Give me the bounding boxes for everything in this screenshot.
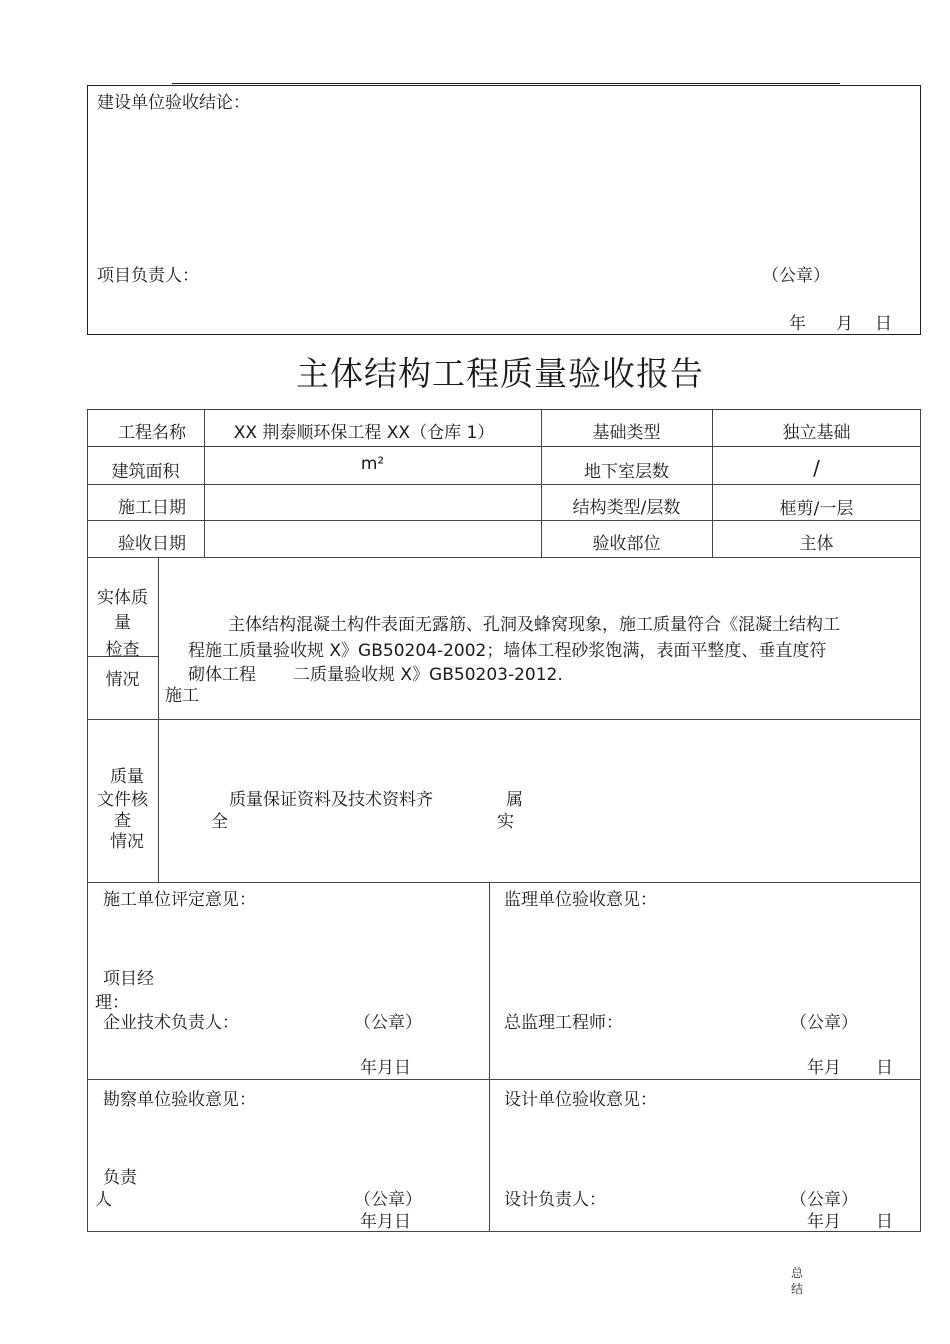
doc-review-label-clip <box>87 806 158 831</box>
row-divider <box>87 484 921 485</box>
acceptance-date-label: 验收日期 <box>118 534 186 554</box>
date-day: 日 <box>876 1212 893 1232</box>
seal-text: （公章） <box>762 266 830 286</box>
date-text: 年月 <box>807 1212 841 1232</box>
entity-quality-text: 程施工质量验收规 X》GB50204-2002；墙体工程砂浆饱满，表面平整度、垂直度符 <box>188 641 827 661</box>
row-divider <box>87 520 921 521</box>
doc-review-label: 查 <box>114 811 131 831</box>
building-area-value: m² <box>360 454 385 474</box>
entity-quality-label: 量 <box>114 613 131 633</box>
date-text: 年月日 <box>360 1212 411 1232</box>
basement-floors-value: / <box>813 456 820 480</box>
survey-lead-label: 人 <box>95 1190 112 1210</box>
date-day: 日 <box>875 314 892 334</box>
doc-review-text: 全 <box>211 812 228 832</box>
entity-quality-text: 二质量验收规 X》GB50203-2012. <box>293 665 563 685</box>
design-unit-label: 设计单位验收意见： <box>504 1090 657 1110</box>
doc-review-label: 文件核 <box>97 790 148 810</box>
tech-lead-label: 企业技术负责人： <box>103 1013 239 1033</box>
section-divider <box>87 719 921 720</box>
date-text: 年月 <box>807 1058 841 1078</box>
doc-review-text: 实 <box>497 812 514 832</box>
entity-quality-label: 实体质 <box>97 588 148 608</box>
doc-review-label: 情况 <box>110 832 144 852</box>
section-divider <box>87 1079 921 1080</box>
project-name-label: 工程名称 <box>118 423 186 443</box>
project-manager-label: 理： <box>95 993 129 1013</box>
construction-unit-label: 施工单位评定意见： <box>103 890 256 910</box>
chief-supervisor-label: 总监理工程师： <box>504 1013 623 1033</box>
construction-date-label: 施工日期 <box>118 498 186 518</box>
date-year: 年 <box>789 314 806 334</box>
report-title: 主体结构工程质量验收报告 <box>296 354 704 393</box>
doc-review-label: 质量 <box>110 767 144 787</box>
conclusion-box <box>87 85 921 335</box>
row-divider <box>87 557 921 558</box>
row-divider <box>87 446 921 447</box>
doc-review-text: 属 <box>506 790 523 810</box>
survey-lead-label: 负责 <box>103 1168 137 1188</box>
seal-text: （公章） <box>354 1190 422 1210</box>
footer-text: 结 <box>791 1282 804 1296</box>
conclusion-label: 建设单位验收结论： <box>97 93 250 113</box>
entity-quality-label: 情况 <box>105 670 140 690</box>
seal-text: （公章） <box>790 1013 858 1033</box>
date-day: 日 <box>876 1058 893 1078</box>
project-manager-label: 项目负责人： <box>97 266 199 286</box>
entity-quality-text: 主体结构混凝土构件表面无露筋、孔洞及蜂窝现象，施工质量符合《混凝土结构工 <box>228 615 840 635</box>
footer-text: 总 <box>791 1266 804 1280</box>
entity-quality-label: 检查 <box>105 640 140 660</box>
seal-text: （公章） <box>354 1013 422 1033</box>
project-name-value: XX 荆泰顺环保工程 XX（仓库 1） <box>233 423 495 443</box>
basement-floors-label: 地下室层数 <box>584 462 669 482</box>
acceptance-part-label: 验收部位 <box>592 534 661 554</box>
signature-divider <box>489 882 490 1232</box>
building-area-label: 建筑面积 <box>111 462 180 482</box>
date-month: 月 <box>836 314 853 334</box>
foundation-type-label: 基础类型 <box>592 423 661 443</box>
entity-quality-text: 砌体工程 <box>188 665 256 685</box>
design-lead-label: 设计负责人： <box>504 1190 606 1210</box>
seal-text: （公章） <box>790 1190 858 1210</box>
structure-type-value: 框剪/一层 <box>779 499 854 519</box>
structure-type-label: 结构类型/层数 <box>572 498 681 518</box>
entity-quality-text: 施工 <box>165 686 199 706</box>
doc-review-text: 质量保证资料及技术资料齐 <box>229 790 433 810</box>
date-text: 年月日 <box>360 1058 411 1078</box>
section-divider <box>87 882 921 883</box>
foundation-type-value: 独立基础 <box>782 423 851 443</box>
supervision-unit-label: 监理单位验收意见： <box>504 890 657 910</box>
doc-review-clip <box>205 807 545 832</box>
acceptance-part-value: 主体 <box>799 534 834 554</box>
project-manager-label: 项目经 <box>103 969 154 989</box>
survey-unit-label: 勘察单位验收意见： <box>103 1090 256 1110</box>
top-rule <box>172 83 840 84</box>
